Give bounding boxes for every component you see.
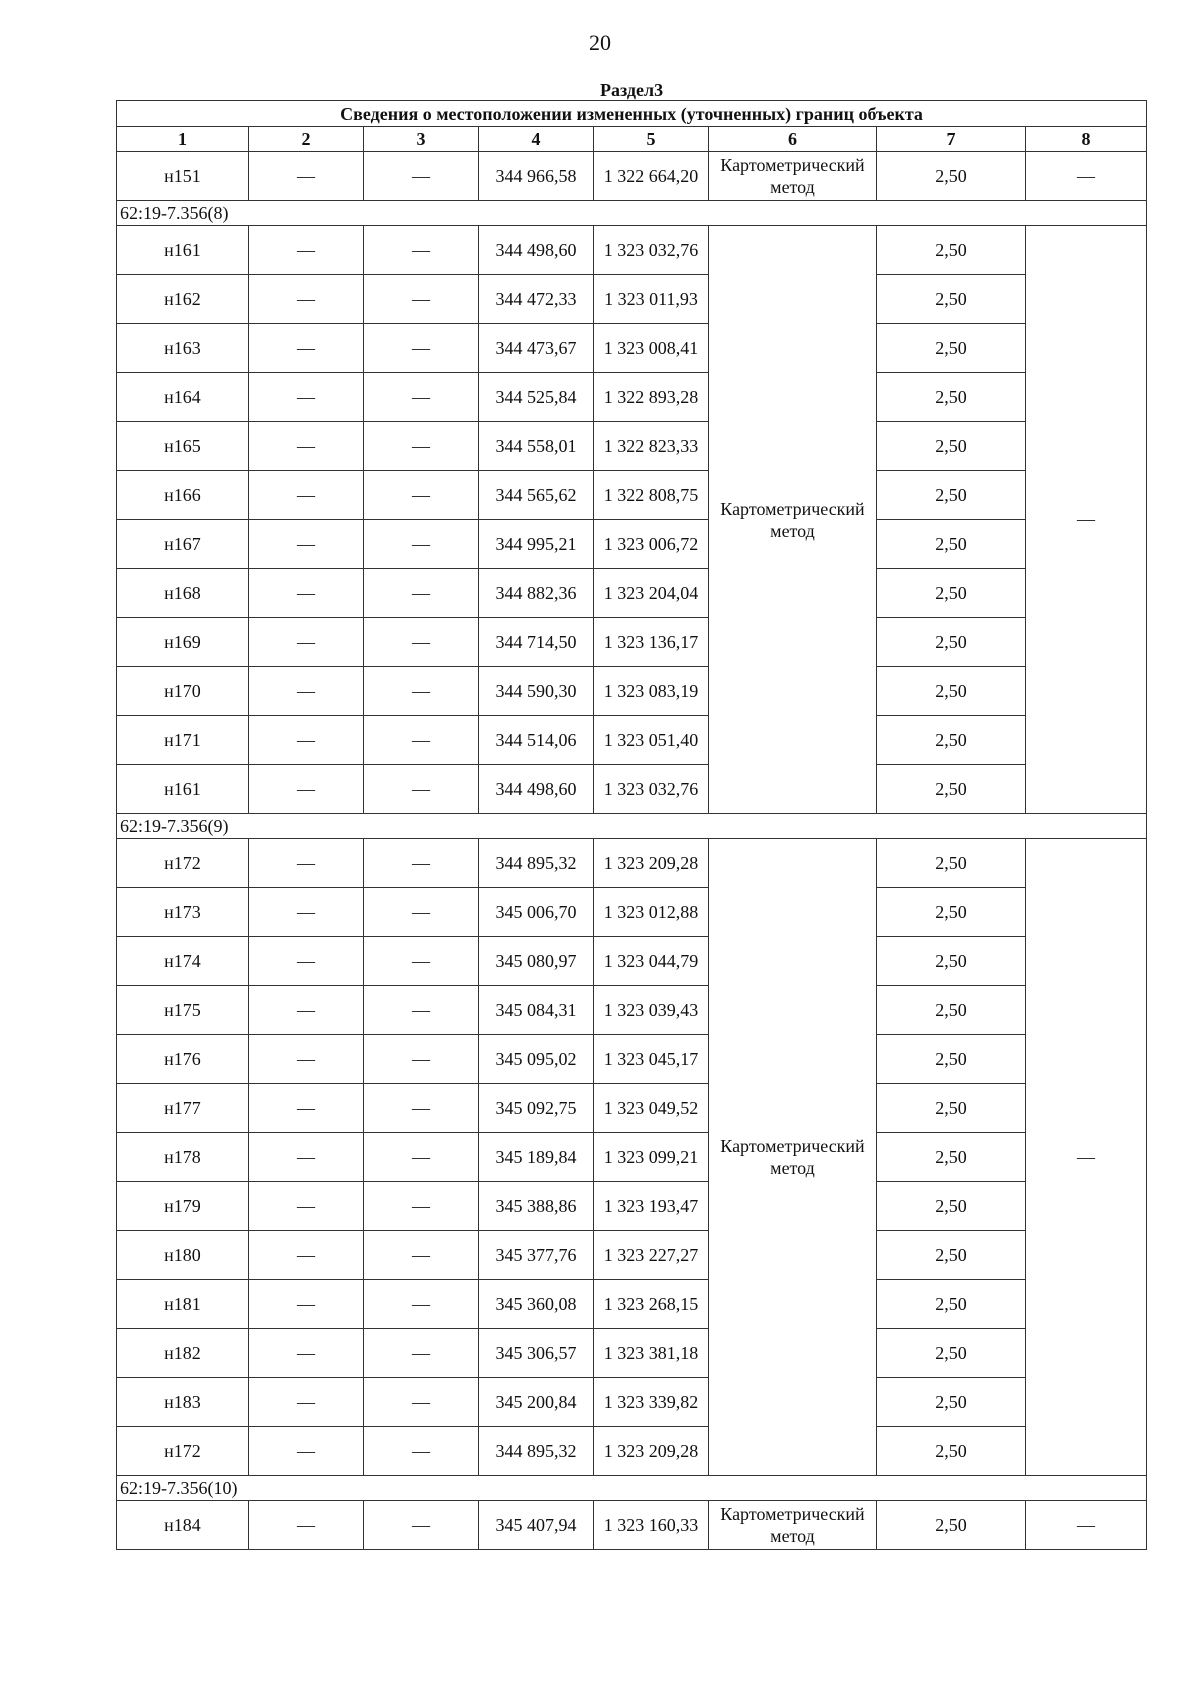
coordinate-y: 1 323 045,17 bbox=[594, 1035, 709, 1084]
dash-cell: — bbox=[364, 1427, 479, 1476]
coordinate-y: 1 323 339,82 bbox=[594, 1378, 709, 1427]
coordinate-y: 1 323 008,41 bbox=[594, 324, 709, 373]
dash-cell: — bbox=[364, 839, 479, 888]
dash-cell: — bbox=[364, 667, 479, 716]
dash-cell: — bbox=[364, 1501, 479, 1550]
coordinate-y: 1 323 032,76 bbox=[594, 765, 709, 814]
cadastral-group-label: 62:19-7.356(8) bbox=[117, 201, 1147, 226]
dash-cell: — bbox=[364, 1035, 479, 1084]
accuracy-cell: 2,50 bbox=[877, 471, 1026, 520]
dash-cell: — bbox=[249, 618, 364, 667]
accuracy-cell: 2,50 bbox=[877, 765, 1026, 814]
dash-cell: — bbox=[249, 1329, 364, 1378]
coordinate-x: 344 590,30 bbox=[479, 667, 594, 716]
accuracy-cell: 2,50 bbox=[877, 1501, 1026, 1550]
table-row bbox=[117, 1427, 1147, 1476]
point-id: н175 bbox=[117, 986, 249, 1035]
point-id: н178 bbox=[117, 1133, 249, 1182]
dash-cell: — bbox=[364, 152, 479, 201]
coordinate-x: 344 514,06 bbox=[479, 716, 594, 765]
coordinate-x: 344 995,21 bbox=[479, 520, 594, 569]
accuracy-cell: 2,50 bbox=[877, 618, 1026, 667]
coordinate-y: 1 323 136,17 bbox=[594, 618, 709, 667]
point-id: н164 bbox=[117, 373, 249, 422]
coordinate-x: 345 388,86 bbox=[479, 1182, 594, 1231]
dash-cell: — bbox=[249, 1378, 364, 1427]
dash-cell: — bbox=[249, 569, 364, 618]
dash-cell: — bbox=[364, 471, 479, 520]
table-row bbox=[117, 1231, 1147, 1280]
coordinate-x: 344 498,60 bbox=[479, 226, 594, 275]
dash-cell: — bbox=[364, 716, 479, 765]
column-number: 1 bbox=[117, 127, 249, 152]
coordinate-x: 345 084,31 bbox=[479, 986, 594, 1035]
point-id: н174 bbox=[117, 937, 249, 986]
point-id: н177 bbox=[117, 1084, 249, 1133]
dash-cell: — bbox=[364, 618, 479, 667]
dash-cell: — bbox=[249, 1231, 364, 1280]
dash-cell: — bbox=[364, 275, 479, 324]
coordinate-x: 345 306,57 bbox=[479, 1329, 594, 1378]
dash-cell: — bbox=[1026, 152, 1147, 201]
dash-cell: — bbox=[364, 226, 479, 275]
accuracy-cell: 2,50 bbox=[877, 1231, 1026, 1280]
point-id: н176 bbox=[117, 1035, 249, 1084]
accuracy-cell: 2,50 bbox=[877, 324, 1026, 373]
table-caption: Сведения о местоположении измененных (уточненных) границ объекта bbox=[117, 101, 1147, 127]
column-numbers-row bbox=[117, 127, 1147, 152]
coordinate-y: 1 323 083,19 bbox=[594, 667, 709, 716]
point-id: н180 bbox=[117, 1231, 249, 1280]
coordinate-y: 1 323 160,33 bbox=[594, 1501, 709, 1550]
table-row bbox=[117, 324, 1147, 373]
dash-cell: — bbox=[364, 1280, 479, 1329]
coordinate-x: 345 200,84 bbox=[479, 1378, 594, 1427]
dash-cell: — bbox=[249, 1133, 364, 1182]
coordinate-y: 1 323 044,79 bbox=[594, 937, 709, 986]
point-id: н161 bbox=[117, 765, 249, 814]
cadastral-group-label: 62:19-7.356(9) bbox=[117, 814, 1147, 839]
group-header-row bbox=[117, 814, 1147, 839]
dash-cell: — bbox=[364, 324, 479, 373]
accuracy-cell: 2,50 bbox=[877, 520, 1026, 569]
dash-cell: — bbox=[364, 1378, 479, 1427]
coordinate-x: 345 377,76 bbox=[479, 1231, 594, 1280]
accuracy-cell: 2,50 bbox=[877, 152, 1026, 201]
point-id: н168 bbox=[117, 569, 249, 618]
coordinate-x: 344 525,84 bbox=[479, 373, 594, 422]
dash-cell: — bbox=[364, 986, 479, 1035]
accuracy-cell: 2,50 bbox=[877, 888, 1026, 937]
table-row bbox=[117, 226, 1147, 275]
accuracy-cell: 2,50 bbox=[877, 422, 1026, 471]
point-id: н173 bbox=[117, 888, 249, 937]
table-row bbox=[117, 1035, 1147, 1084]
point-id: н181 bbox=[117, 1280, 249, 1329]
point-id: н171 bbox=[117, 716, 249, 765]
table-row bbox=[117, 422, 1147, 471]
dash-cell: — bbox=[249, 471, 364, 520]
dash-cell: — bbox=[249, 324, 364, 373]
accuracy-cell: 2,50 bbox=[877, 1280, 1026, 1329]
dash-cell: — bbox=[364, 422, 479, 471]
table-row bbox=[117, 1501, 1147, 1550]
dash-cell: — bbox=[249, 152, 364, 201]
coordinate-x: 345 092,75 bbox=[479, 1084, 594, 1133]
coordinate-x: 344 966,58 bbox=[479, 152, 594, 201]
dash-cell: — bbox=[364, 937, 479, 986]
coordinate-x: 344 565,62 bbox=[479, 471, 594, 520]
dash-cell: — bbox=[249, 1182, 364, 1231]
accuracy-cell: 2,50 bbox=[877, 1133, 1026, 1182]
coordinate-x: 345 006,70 bbox=[479, 888, 594, 937]
coordinate-x: 345 189,84 bbox=[479, 1133, 594, 1182]
coordinate-y: 1 323 012,88 bbox=[594, 888, 709, 937]
dash-cell: — bbox=[249, 373, 364, 422]
dash-cell: — bbox=[249, 937, 364, 986]
coordinate-y: 1 323 049,52 bbox=[594, 1084, 709, 1133]
point-id: н179 bbox=[117, 1182, 249, 1231]
point-id: н166 bbox=[117, 471, 249, 520]
table-row bbox=[117, 839, 1147, 888]
dash-cell: — bbox=[249, 1501, 364, 1550]
section-title: Раздел3 bbox=[600, 80, 664, 100]
coordinate-x: 344 558,01 bbox=[479, 422, 594, 471]
coordinate-x: 344 472,33 bbox=[479, 275, 594, 324]
dash-cell: — bbox=[249, 986, 364, 1035]
dash-cell: — bbox=[364, 1182, 479, 1231]
dash-cell: — bbox=[249, 716, 364, 765]
cadastral-group-label: 62:19-7.356(10) bbox=[117, 1476, 1147, 1501]
point-id: н162 bbox=[117, 275, 249, 324]
dash-cell: — bbox=[249, 888, 364, 937]
point-id: н169 bbox=[117, 618, 249, 667]
coordinate-y: 1 323 006,72 bbox=[594, 520, 709, 569]
method-cell: Картометрический метод bbox=[709, 1501, 877, 1550]
dash-cell: — bbox=[364, 1133, 479, 1182]
coordinate-y: 1 323 268,15 bbox=[594, 1280, 709, 1329]
table-row bbox=[117, 373, 1147, 422]
table-row bbox=[117, 275, 1147, 324]
table-row bbox=[117, 152, 1147, 201]
page-number: 20 bbox=[589, 30, 611, 55]
coordinate-y: 1 323 193,47 bbox=[594, 1182, 709, 1231]
dash-cell: — bbox=[1026, 1501, 1147, 1550]
coordinate-x: 344 498,60 bbox=[479, 765, 594, 814]
coordinate-y: 1 322 893,28 bbox=[594, 373, 709, 422]
coordinate-y: 1 323 209,28 bbox=[594, 839, 709, 888]
dash-cell: — bbox=[249, 422, 364, 471]
table-row bbox=[117, 667, 1147, 716]
accuracy-cell: 2,50 bbox=[877, 986, 1026, 1035]
coordinate-y: 1 323 039,43 bbox=[594, 986, 709, 1035]
table-caption-row bbox=[117, 101, 1147, 127]
group-header-row bbox=[117, 1476, 1147, 1501]
dash-cell: — bbox=[249, 1084, 364, 1133]
column-number: 6 bbox=[709, 127, 877, 152]
accuracy-cell: 2,50 bbox=[877, 716, 1026, 765]
accuracy-cell: 2,50 bbox=[877, 1427, 1026, 1476]
coordinate-x: 344 895,32 bbox=[479, 839, 594, 888]
method-cell: Картометрический метод bbox=[709, 152, 877, 201]
accuracy-cell: 2,50 bbox=[877, 1378, 1026, 1427]
column-number: 7 bbox=[877, 127, 1026, 152]
section-title-row bbox=[117, 80, 1147, 101]
accuracy-cell: 2,50 bbox=[877, 1035, 1026, 1084]
method-cell: Картометрический метод bbox=[709, 839, 877, 1476]
table-row bbox=[117, 937, 1147, 986]
dash-cell: — bbox=[364, 1231, 479, 1280]
table-row bbox=[117, 618, 1147, 667]
coordinate-y: 1 322 664,20 bbox=[594, 152, 709, 201]
point-id: н165 bbox=[117, 422, 249, 471]
coordinate-y: 1 322 808,75 bbox=[594, 471, 709, 520]
coordinate-x: 344 882,36 bbox=[479, 569, 594, 618]
coordinate-x: 345 080,97 bbox=[479, 937, 594, 986]
table-row bbox=[117, 1378, 1147, 1427]
coordinate-y: 1 323 032,76 bbox=[594, 226, 709, 275]
table-row bbox=[117, 471, 1147, 520]
coordinate-y: 1 323 227,27 bbox=[594, 1231, 709, 1280]
dash-cell: — bbox=[364, 765, 479, 814]
point-id: н170 bbox=[117, 667, 249, 716]
coordinate-x: 345 407,94 bbox=[479, 1501, 594, 1550]
accuracy-cell: 2,50 bbox=[877, 1182, 1026, 1231]
accuracy-cell: 2,50 bbox=[877, 373, 1026, 422]
dash-cell: — bbox=[249, 667, 364, 716]
coordinate-x: 344 473,67 bbox=[479, 324, 594, 373]
accuracy-cell: 2,50 bbox=[877, 1084, 1026, 1133]
dash-cell: — bbox=[364, 520, 479, 569]
table-row bbox=[117, 1182, 1147, 1231]
dash-cell: — bbox=[364, 569, 479, 618]
dash-cell: — bbox=[364, 1329, 479, 1378]
dash-cell: — bbox=[249, 1035, 364, 1084]
column-number: 4 bbox=[479, 127, 594, 152]
point-id: н161 bbox=[117, 226, 249, 275]
accuracy-cell: 2,50 bbox=[877, 275, 1026, 324]
coordinate-y: 1 323 381,18 bbox=[594, 1329, 709, 1378]
dash-cell: — bbox=[1026, 226, 1147, 814]
table-row bbox=[117, 1329, 1147, 1378]
accuracy-cell: 2,50 bbox=[877, 937, 1026, 986]
coordinate-y: 1 323 204,04 bbox=[594, 569, 709, 618]
point-id: н163 bbox=[117, 324, 249, 373]
method-cell: Картометрический метод bbox=[709, 226, 877, 814]
coordinate-y: 1 323 011,93 bbox=[594, 275, 709, 324]
point-id: н183 bbox=[117, 1378, 249, 1427]
table-row bbox=[117, 520, 1147, 569]
table-row bbox=[117, 1280, 1147, 1329]
point-id: н184 bbox=[117, 1501, 249, 1550]
boundary-coordinates-table bbox=[116, 80, 1147, 1550]
table-row bbox=[117, 1084, 1147, 1133]
table-row bbox=[117, 888, 1147, 937]
dash-cell: — bbox=[1026, 839, 1147, 1476]
column-number: 5 bbox=[594, 127, 709, 152]
coordinate-y: 1 323 099,21 bbox=[594, 1133, 709, 1182]
dash-cell: — bbox=[364, 373, 479, 422]
dash-cell: — bbox=[249, 275, 364, 324]
point-id: н167 bbox=[117, 520, 249, 569]
coordinate-x: 344 895,32 bbox=[479, 1427, 594, 1476]
accuracy-cell: 2,50 bbox=[877, 569, 1026, 618]
accuracy-cell: 2,50 bbox=[877, 839, 1026, 888]
dash-cell: — bbox=[364, 1084, 479, 1133]
point-id: н172 bbox=[117, 839, 249, 888]
table-row bbox=[117, 569, 1147, 618]
coordinate-y: 1 323 209,28 bbox=[594, 1427, 709, 1476]
point-id: н172 bbox=[117, 1427, 249, 1476]
dash-cell: — bbox=[249, 226, 364, 275]
coordinate-x: 345 360,08 bbox=[479, 1280, 594, 1329]
coordinate-y: 1 323 051,40 bbox=[594, 716, 709, 765]
dash-cell: — bbox=[249, 1427, 364, 1476]
table-row bbox=[117, 765, 1147, 814]
point-id: н151 bbox=[117, 152, 249, 201]
coordinate-y: 1 322 823,33 bbox=[594, 422, 709, 471]
point-id: н182 bbox=[117, 1329, 249, 1378]
dash-cell: — bbox=[249, 765, 364, 814]
table-row bbox=[117, 1133, 1147, 1182]
group-header-row bbox=[117, 201, 1147, 226]
column-number: 8 bbox=[1026, 127, 1147, 152]
dash-cell: — bbox=[249, 520, 364, 569]
column-number: 2 bbox=[249, 127, 364, 152]
coordinate-x: 345 095,02 bbox=[479, 1035, 594, 1084]
dash-cell: — bbox=[249, 839, 364, 888]
table-row bbox=[117, 986, 1147, 1035]
table-row bbox=[117, 716, 1147, 765]
accuracy-cell: 2,50 bbox=[877, 667, 1026, 716]
dash-cell: — bbox=[249, 1280, 364, 1329]
accuracy-cell: 2,50 bbox=[877, 226, 1026, 275]
accuracy-cell: 2,50 bbox=[877, 1329, 1026, 1378]
dash-cell: — bbox=[364, 888, 479, 937]
column-number: 3 bbox=[364, 127, 479, 152]
coordinate-x: 344 714,50 bbox=[479, 618, 594, 667]
